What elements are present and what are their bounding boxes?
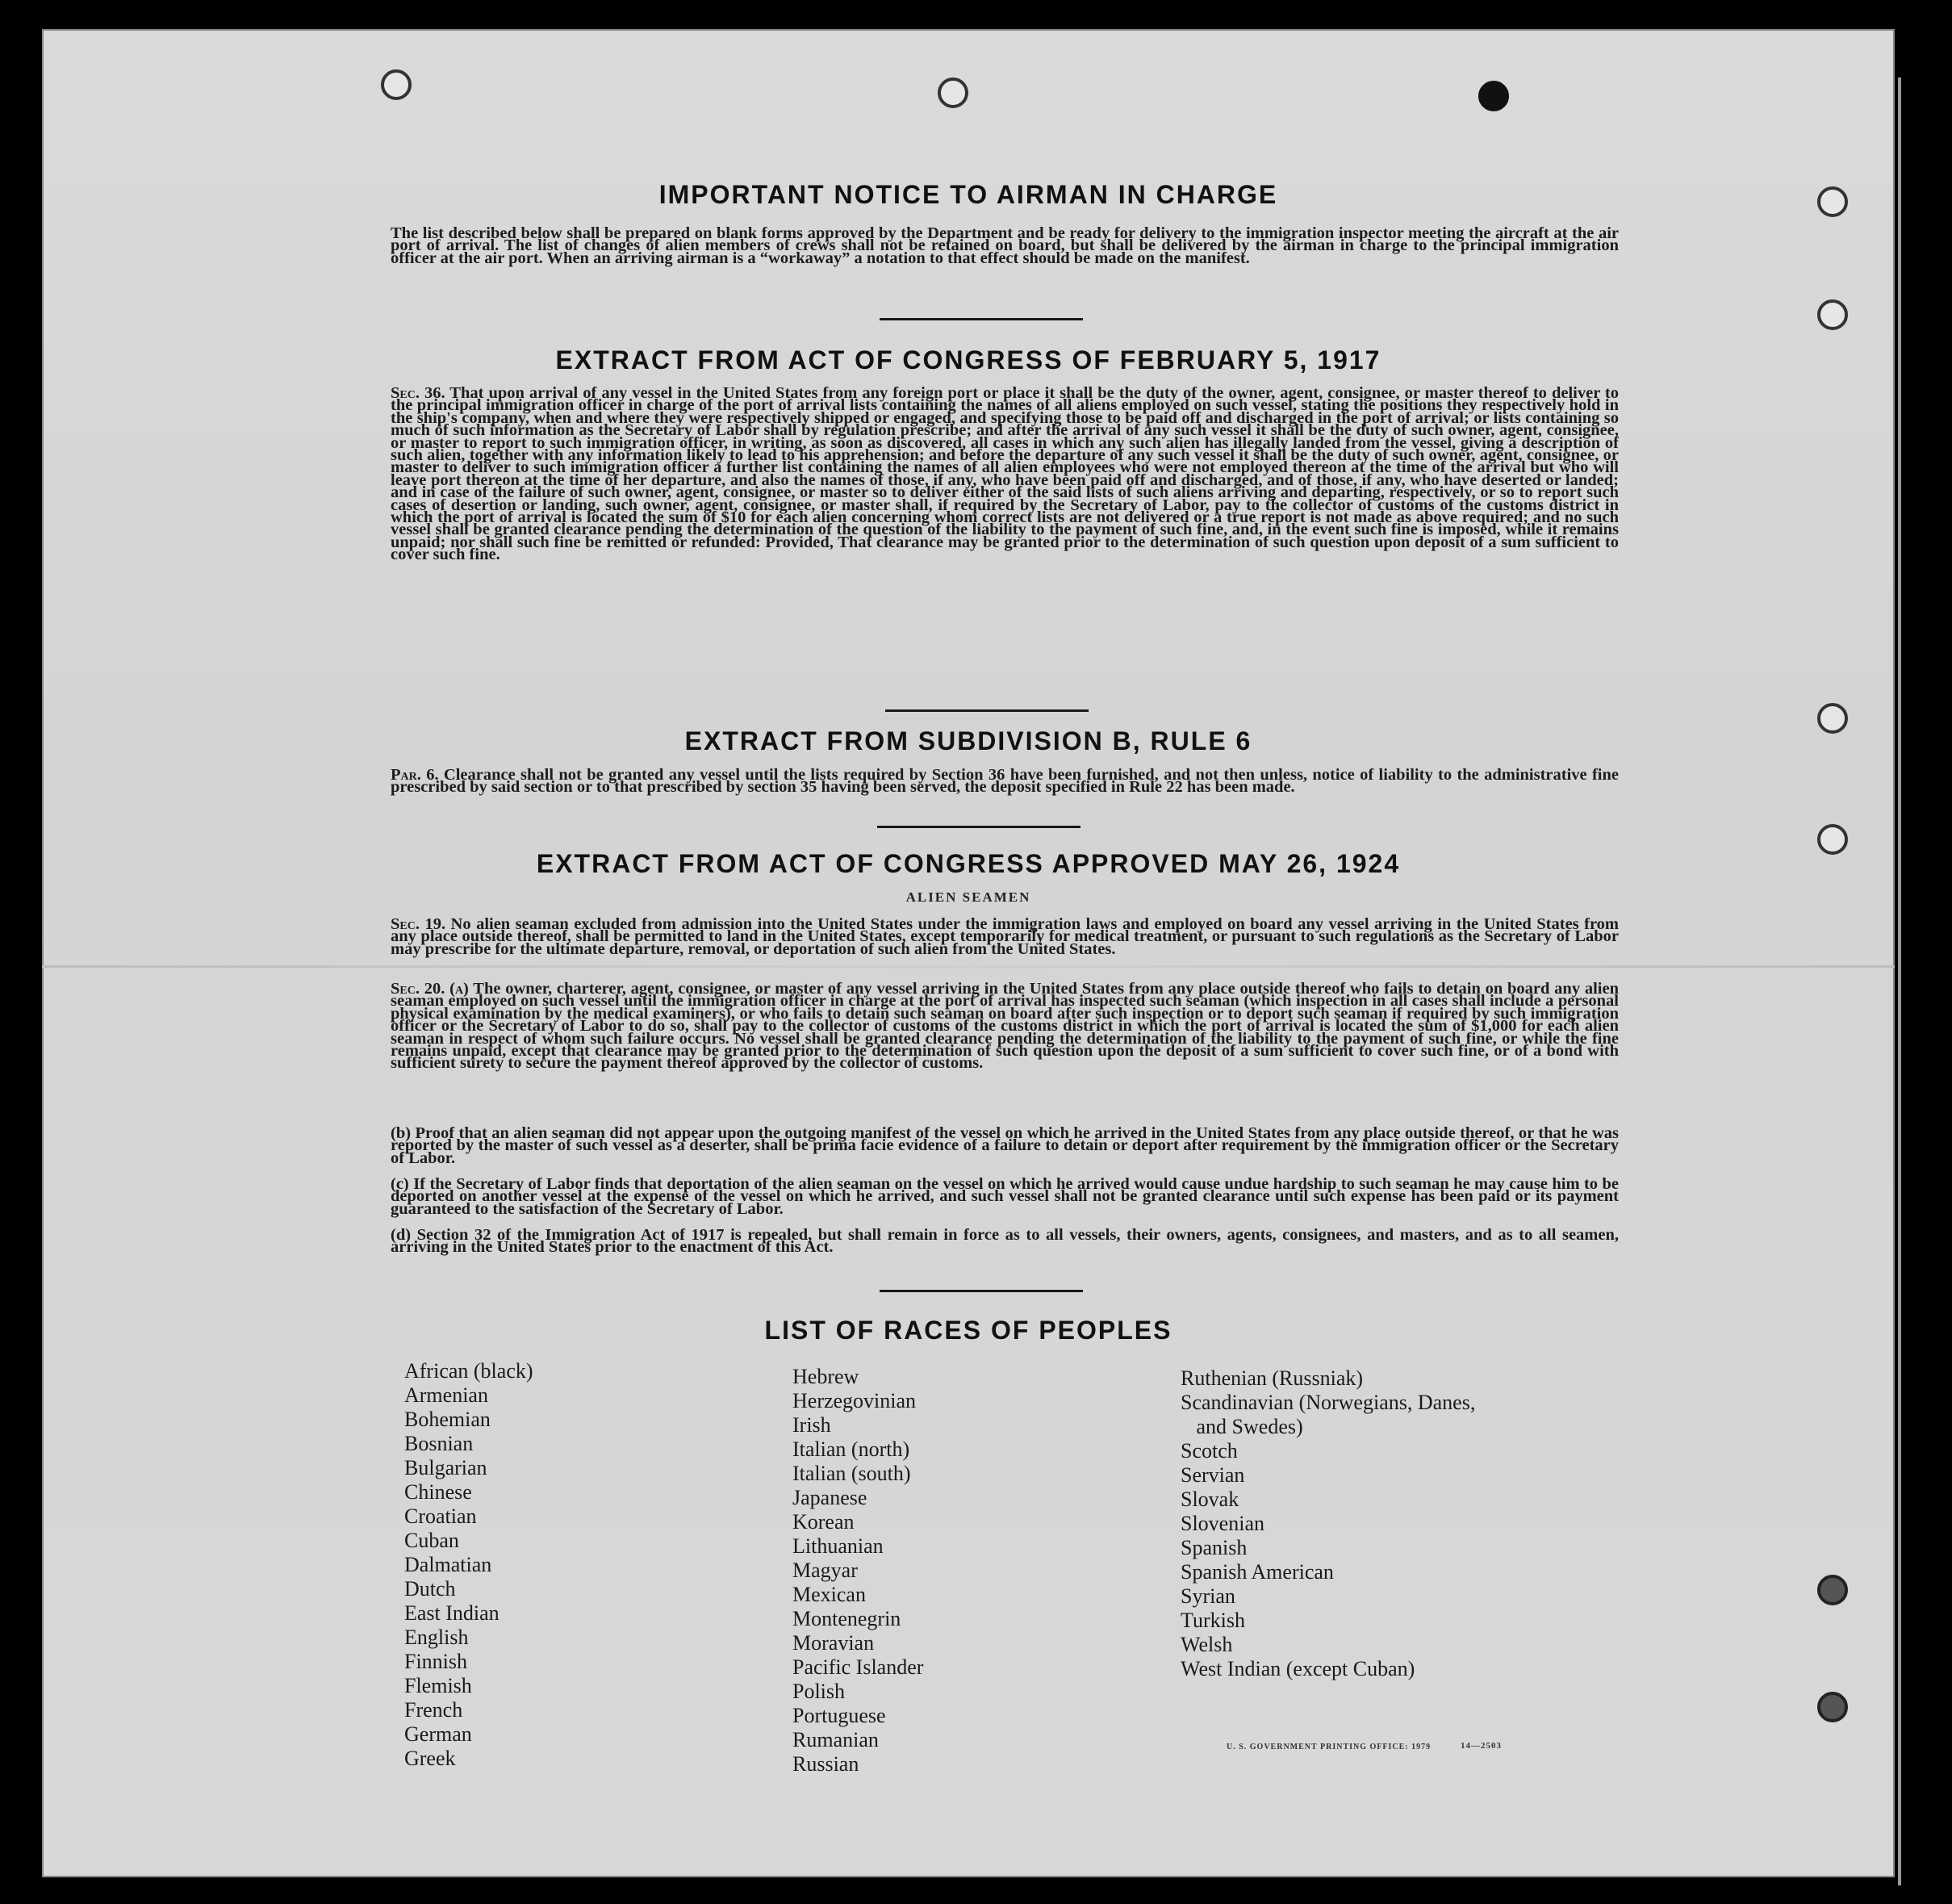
race-list-item: Dalmatian [404, 1553, 492, 1576]
notice-title: IMPORTANT NOTICE TO AIRMAN IN CHARGE [658, 180, 1278, 209]
act-1924-title: EXTRACT FROM ACT OF CONGRESS APPROVED MAY 26, 1924 [536, 849, 1401, 878]
races-column-1 [404, 1359, 533, 1771]
races-title: LIST OF RACES OF PEOPLES [764, 1316, 1172, 1345]
race-list-item: Scandinavian (Norwegians, Danes, [1181, 1391, 1476, 1414]
paragraph-lead: Par. 6. [391, 766, 439, 784]
race-list-item: Moravian [792, 1631, 875, 1655]
act-1924-section-20a [391, 980, 1619, 1073]
race-list-item: Korean [792, 1510, 855, 1534]
document-page [42, 29, 1895, 1877]
race-list-item: Croatian [404, 1504, 477, 1528]
race-list-item: Mexican [792, 1583, 866, 1606]
race-list-item: Spanish [1181, 1536, 1248, 1559]
section-lead: Sec. 36. [391, 384, 445, 402]
section-divider [877, 826, 1080, 828]
act-1924-section-20c: (c) If the Secretary of Labor finds that deportation of the alien seaman on the vessel on which he arrived would cause undue hardship to such seaman he may cause him to be deported on another vessel at the expense of the vessel on which he arrived, and such vessel shall not be granted clearance until such expense has been paid or its payment guaranteed to the satisfaction of the Secretary of Labor. [391, 1175, 1619, 1218]
punch-hole-icon [381, 69, 412, 100]
printer-imprint: U. S. GOVERNMENT PRINTING OFFICE: 1979 [1227, 1743, 1432, 1751]
race-list-item: East Indian [404, 1601, 499, 1625]
race-list-item: German [404, 1722, 472, 1746]
race-list-item: Greek [404, 1747, 456, 1770]
race-list-item: and Swedes) [1181, 1415, 1303, 1438]
race-list-item: Herzegovinian [792, 1389, 917, 1412]
fold-crease [42, 965, 1895, 968]
act-1917-title: EXTRACT FROM ACT OF CONGRESS OF FEBRUARY 5, 1917 [555, 345, 1381, 375]
act-1917-section-36 [391, 384, 1620, 564]
race-list-item: Flemish [404, 1674, 472, 1697]
race-list-item: Portuguese [792, 1704, 886, 1727]
races-column-3 [1181, 1366, 1475, 1681]
race-list-item: Italian (north) [792, 1437, 910, 1461]
notice-body: The list described below shall be prepared on blank forms approved by the Department and be ready for delivery to the immigration inspector meeting the aircraft at the air port of arrival. The list of changes of alien members of crews shall not be retained on board, but shall be delivered by the airman in charge to the principal immigration officer at the air port. When an arriving airman is a “workaway” a notation to that effect should be made on the manifest. [391, 224, 1619, 267]
rule-6-title: EXTRACT FROM SUBDIVISION B, RULE 6 [684, 726, 1252, 755]
section-divider [880, 1290, 1083, 1292]
race-list-item: French [404, 1698, 463, 1722]
punch-hole-icon [938, 77, 968, 108]
paragraph-body: Clearance shall not be granted any vessel until the lists required by Section 36 have been furnished, and not then unless, notice of liability to the administrative fine prescribed by said section or to that prescribed by section 35 having been served, the deposit specified in Rule 22 has been made. [391, 766, 1620, 797]
punch-hole-icon [1478, 81, 1509, 111]
punch-hole-icon [1817, 1575, 1848, 1605]
race-list-item: Cuban [404, 1529, 459, 1552]
race-list-item: Rumanian [792, 1728, 879, 1751]
section-lead: Sec. 19. [391, 915, 446, 933]
race-list-item: Servian [1181, 1463, 1245, 1487]
act-1924-section-20d: (d) Section 32 of the Immigration Act of 1917 is repealed, but shall remain in force as to all vessels, their owners, agents, consignees, and masters, and as to all seamen, arriving in the United States prior to the enactment of this Act. [391, 1226, 1619, 1257]
race-list-item: Armenian [404, 1383, 488, 1407]
rule-6-paragraph [391, 766, 1620, 797]
races-column-2 [792, 1365, 923, 1776]
punch-hole-icon [1817, 299, 1848, 330]
section-divider [880, 318, 1083, 320]
race-list-item: Montenegrin [792, 1607, 901, 1630]
race-list-item: African (black) [404, 1359, 533, 1383]
section-lead: Sec. 20. (a) [391, 980, 469, 998]
race-list-item: Ruthenian (Russniak) [1181, 1366, 1364, 1390]
race-list-item: Lithuanian [792, 1534, 884, 1558]
race-list-item: Hebrew [792, 1365, 859, 1388]
race-list-item: Slovak [1181, 1488, 1239, 1511]
race-list-item: Bohemian [404, 1408, 491, 1431]
act-1924-section-20b: (b) Proof that an alien seaman did not appear upon the outgoing manifest of the vessel on which he arrived in the United States from any place outside thereof, or that he was reported by the master of such vessel as a deserter, shall be prima facie evidence of a failure to detain or deport after requirement by the immigration officer or the Secretary of Labor. [391, 1124, 1619, 1167]
race-list-item: Bosnian [404, 1432, 474, 1455]
race-list-item: Slovenian [1181, 1512, 1264, 1535]
section-body: That upon arrival of any vessel in the United States from any foreign port or place it shall be the duty of the owner, agent, consignee, or master thereof to deliver to the principal immigration officer in charge of the port of arrival lists containing the names of all aliens employed on such vessel, stating the positions they respectively hold in the ship's company, when and where they were respectively shipped or engaged, and specifying those to be paid off and discharged in the port of arrival; or lists containing so much of such information as the Secretary of Labor shall by regulation prescribe; and after the arrival of any such vessel it shall be the duty of such owner, agent, consignee, or master to report to such immigration officer, in writing, as soon as discovered, all cases in which any such alien has illegally landed from the vessel, giving a description of such alien, together with any information likely to lead to his apprehension; and before the departure of any such vessel it shall be the duty of such owner, agent, consignee, or master to deliver to such immigration officer a further list containing the names of all alien employees who were not employed thereon at the time of the arrival but who will leave port thereon at the time of her departure, and also the names of those, if any, who have been paid off and discharged, and of those, if any, who have deserted or landed; and in case of the failure of such owner, agent, consignee, or master so to deliver either of the said lists of such aliens arriving and departing, respectively, or so to report such cases of desertion or landing, such owner, agent, consignee, or master shall, if required by the Secretary of Labor, pay to the collector of customs of the customs district in which the port of arrival is located the sum of $10 for each alien concerning whom correct lists are not delivered or a true report is not made as above required; and no such vessel shall be granted clearance pending the determination of the question of the liability to the payment of such fine, and, in the event such fine is imposed, while it remains unpaid; nor shall such fine be remitted or refunded: Provided, That clearance may be granted prior to the determination of such question upon deposit of a sum sufficient to cover such fine. [391, 384, 1620, 564]
race-list-item: Pacific Islander [792, 1655, 924, 1679]
race-list-item: English [404, 1626, 469, 1649]
race-list-item: Polish [792, 1680, 846, 1703]
race-list-item: Irish [792, 1413, 831, 1437]
race-list-item: Turkish [1181, 1609, 1245, 1632]
race-list-item: Scotch [1181, 1439, 1238, 1463]
race-list-item: Spanish American [1181, 1560, 1334, 1584]
race-list-item: Bulgarian [404, 1456, 487, 1479]
section-divider [885, 709, 1089, 712]
act-1924-section-19 [391, 915, 1619, 958]
race-list-item: Welsh [1181, 1633, 1233, 1656]
race-list-item: Chinese [404, 1480, 472, 1504]
race-list-item: Dutch [404, 1577, 456, 1601]
section-body: No alien seaman excluded from admission into the United States under the immigration laws and employed on board any vessel arriving in the United States from any place outside thereof, shall be permitted to land in the United States, except temporarily for medical treatment, or pursuant to such regulations as the Secretary of Labor may prescribe for the ultimate departure, removal, or deportation of such alien from the United States. [391, 915, 1619, 958]
race-list-item: Russian [792, 1752, 859, 1776]
race-list-item: Syrian [1181, 1584, 1235, 1608]
race-list-item: Japanese [792, 1486, 867, 1509]
race-list-item: Finnish [404, 1650, 468, 1673]
alien-seamen-subtitle: ALIEN SEAMEN [905, 889, 1031, 905]
race-list-item: Magyar [792, 1559, 858, 1582]
race-list-item: West Indian (except Cuban) [1181, 1657, 1415, 1680]
page-edge-right [1898, 77, 1901, 1885]
race-list-item: Italian (south) [792, 1462, 911, 1485]
form-number: 14—2503 [1461, 1741, 1502, 1751]
punch-hole-icon [1817, 1692, 1848, 1722]
section-body: The owner, charterer, agent, consignee, or master of any vessel arriving in the United States from any place outside thereof who fails to detain on board any alien seaman employed on such vessel until the immigration officer in charge at the port of arrival has inspected such seaman (which inspection in all cases shall include a personal physical examination by the medical examiners), or who fails to detain such seaman on board after such inspection or to deport such seaman if required by such immigration officer or the Secretary of Labor to do so, shall pay to the collector of customs of the customs district in which the port of arrival is located the sum of $1,000 for each alien seaman in respect of whom such failure occurs. No vessel shall be granted clearance pending the determination of the liability to the payment of such fine, or while the fine remains unpaid, except that clearance may be granted prior to the determination of such question upon the deposit of a sum sufficient to cover such fine, or of a bond with sufficient surety to secure the payment thereof approved by the collector of customs. [391, 980, 1619, 1073]
